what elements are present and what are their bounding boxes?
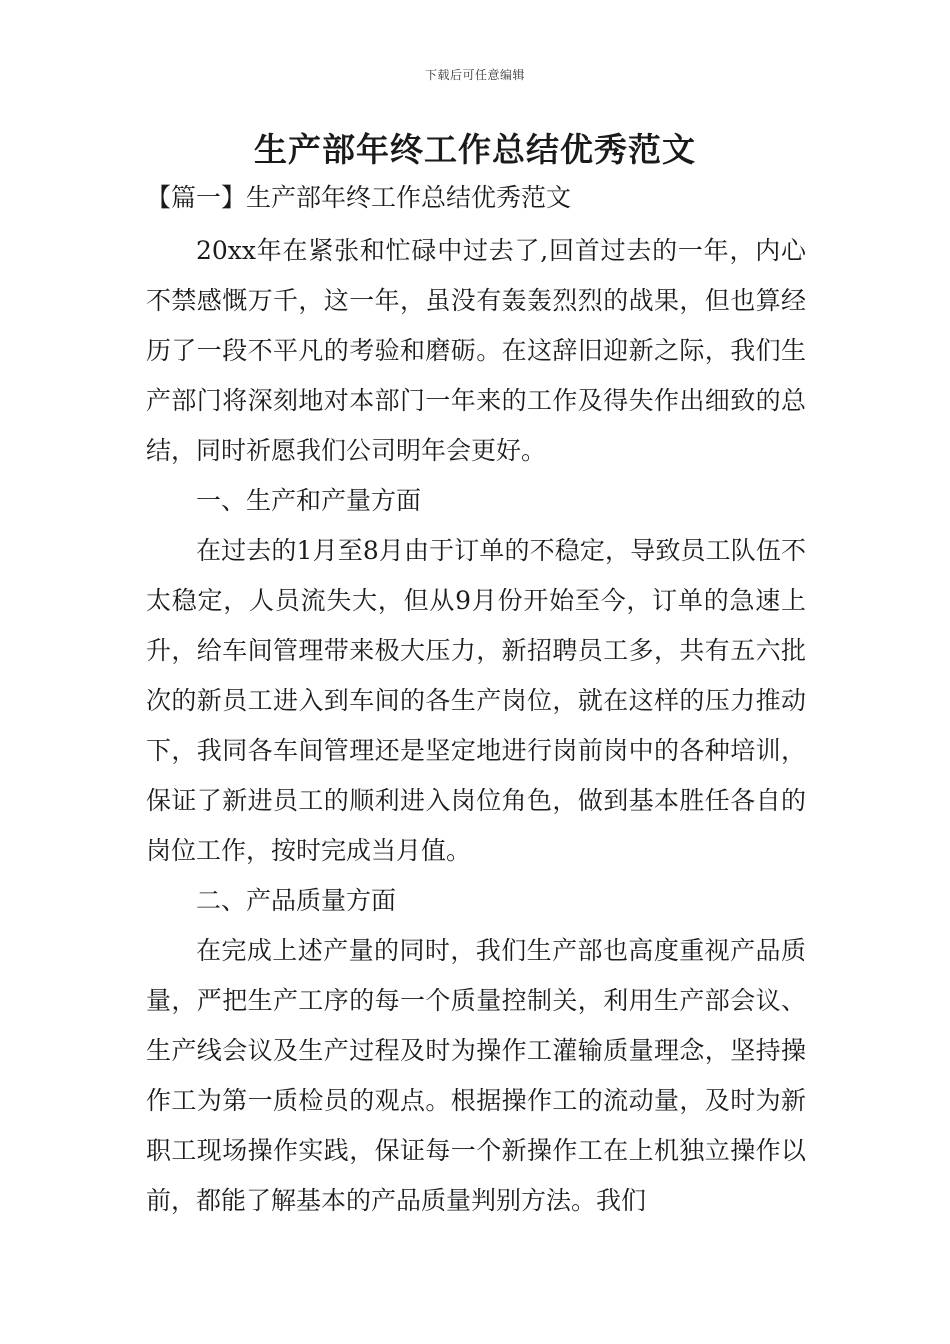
section-heading: 【篇一】生产部年终工作总结优秀范文 [146, 183, 572, 212]
paragraph-production: 在过去的1月至8月由于订单的不稳定，导致员工队伍不太稳定，人员流失大，但从9月份开始至今，订单的急速上升，给车间管理带来极大压力，新招聘员工多，共有五六批次的新员工进入到车间的各生产岗位，就在这样的压力推动下，我同各车间管理还是坚定地进行岗前岗中的各种培训，保证了新进员工的顺利进入岗位角色，做到基本胜任各自的岗位工作，按时完成当月值。 [146, 536, 806, 865]
document-body [146, 226, 806, 1226]
page-title: 生产部年终工作总结优秀范文 [254, 130, 696, 169]
subheading-quality: 二、产品质量方面 [196, 886, 397, 915]
paragraph-quality: 在完成上述产量的同时，我们生产部也高度重视产品质量，严把生产工序的每一个质量控制关，利用生产部会议、生产线会议及生产过程及时为操作工灌输质量理念，坚持操作工为第一质检员的观点。根据操作工的流动量，及时为新职工现场操作实践，保证每一个新操作工在上机独立操作以前，都能了解基本的产品质量判别方法。我们 [146, 936, 806, 1215]
subheading-production: 一、生产和产量方面 [196, 486, 422, 515]
header-note: 下载后可任意编辑 [424, 68, 525, 82]
paragraph-intro: 20xx年在紧张和忙碌中过去了,回首过去的一年，内心不禁感慨万千，这一年，虽没有轰轰烈烈的战果，但也算经历了一段不平凡的考验和磨砺。在这辞旧迎新之际，我们生产部门将深刻地对本部门一年来的工作及得失作出细致的总结，同时祈愿我们公司明年会更好。 [146, 236, 806, 465]
